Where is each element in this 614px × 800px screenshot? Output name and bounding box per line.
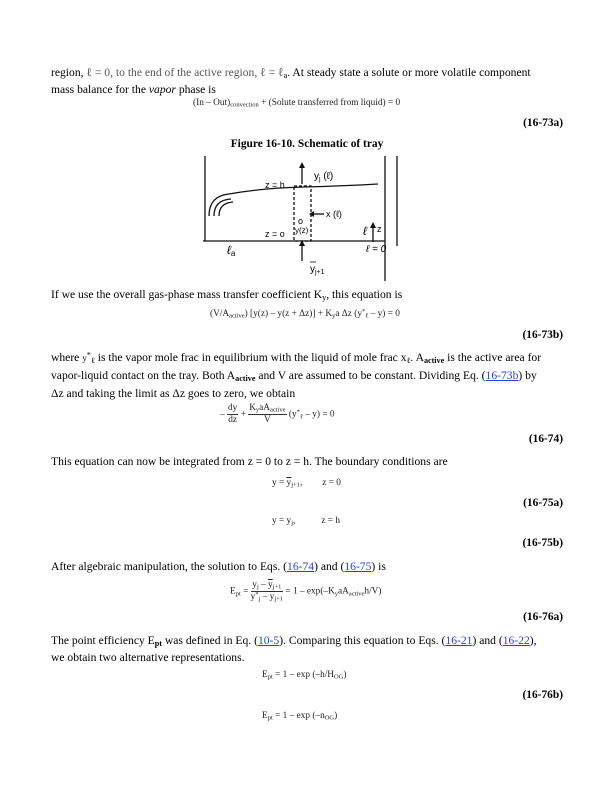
equation-16-75b: $y = y_j$, z = h bbox=[272, 516, 341, 527]
figure-caption: Figure 16-10. Schematic of tray bbox=[230, 138, 384, 150]
paragraph-line: mass balance for the vapor phase is bbox=[51, 83, 216, 96]
link-eq-10-5[interactable]: 10-5 bbox=[257, 634, 280, 647]
equation-16-75a: $y = \overline{y}_{j+1}$, z = 0 bbox=[272, 478, 341, 489]
equation-16-73a: $(In - Out)_{convection}$ + (Solute transferred from liquid) = 0 bbox=[193, 98, 401, 109]
equation-16-76b: $E_{pt} = 1 - \exp (-h/H_{OG})$ bbox=[262, 670, 347, 681]
paragraph-line: region, ℓ = 0, to the end of the active region, ℓ = ℓ$_a$. At steady state a solute or more volatile component bbox=[51, 66, 531, 81]
equation-number: (16-76b) bbox=[522, 689, 563, 701]
label-x-ell: x (ℓ) bbox=[326, 209, 342, 219]
link-eq-16-21[interactable]: 16-21 bbox=[445, 634, 473, 647]
paragraph-line: Δz and taking the limit as Δz goes to zero, we obtain bbox=[51, 387, 296, 400]
label-yj1: $y_{j+1}$ bbox=[310, 264, 325, 276]
label-z-h: z = h bbox=[265, 180, 285, 190]
liquid-surface bbox=[229, 184, 378, 194]
paragraph-line: where $y^*_\ell$ is the vapor mole frac in equilibrium with the liquid of mole frac $x_\ell$. $A_{active}$ is the active area for bbox=[51, 350, 542, 366]
paragraph-line: we obtain two alternative representations. bbox=[51, 651, 245, 664]
label-ell-0: ℓ = 0 bbox=[366, 244, 387, 255]
paragraph-line: vapor-liquid contact on the tray. Both $A_{active}$ and V are assumed to be constant. Dividing Eq. (16-73b) by bbox=[51, 369, 537, 384]
label-y-z: y(z) bbox=[295, 226, 309, 235]
link-eq-16-74[interactable]: 16-74 bbox=[287, 560, 315, 573]
equation-number: (16-75b) bbox=[522, 537, 563, 549]
link-eq-16-22[interactable]: 16-22 bbox=[502, 634, 530, 647]
paragraph-line: This equation can now be integrated from z = 0 to z = h. The boundary conditions are bbox=[51, 455, 448, 468]
equation-number: (16-75a) bbox=[523, 497, 563, 509]
label-o: o bbox=[298, 216, 304, 226]
equation-number: (16-76a) bbox=[523, 611, 563, 623]
tray-schematic-figure bbox=[203, 156, 411, 281]
paragraph-line: After algebraic manipulation, the solution to Eqs. (16-74) and (16-75) is bbox=[51, 560, 386, 573]
label-z-0: z = o bbox=[265, 229, 285, 239]
label-z: z bbox=[377, 224, 382, 234]
link-eq-16-75[interactable]: 16-75 bbox=[344, 560, 372, 573]
equation-16-73b: $(V/A_{active})$ $[y(z) - y(z + \Delta z)] + K_ya$ Δz $(y^*_\ell - y) = 0$ bbox=[210, 308, 400, 320]
label-ell-a: ℓa bbox=[227, 243, 236, 258]
equation-number: (16-73b) bbox=[522, 329, 563, 341]
equation-16-76c: $E_{pt} = 1 - \exp (-n_{OG})$ bbox=[262, 711, 338, 722]
link-eq-16-73b[interactable]: 16-73b bbox=[485, 369, 519, 382]
paragraph-line: If we use the overall gas-phase mass transfer coefficient $K_y$, this equation is bbox=[51, 288, 403, 303]
paragraph-line: The point efficiency $E_{pt}$ was defined in Eq. (10-5). Comparing this equation to Eqs. (16-21) and (16-22), bbox=[51, 634, 537, 649]
label-ell: ℓ bbox=[363, 224, 367, 238]
label-yj: $y_j$ (ℓ) bbox=[314, 171, 334, 183]
equation-16-74: – $\frac{dy}{dz}$ + $\frac{K_yaA_{active}}{V}$ $(y^*_\ell - y) = 0$ bbox=[220, 403, 335, 425]
equation-number: (16-74) bbox=[528, 433, 563, 445]
equation-16-76a: $E_{pt}$ = $\frac{y_j - \overline{y}_{j+1}}{y^*_j - \overline{y}_{j+1}}$ = $1 - \exp(-K_yaA_{active}h/V)$ bbox=[230, 580, 382, 603]
equation-number: (16-73a) bbox=[523, 117, 563, 129]
